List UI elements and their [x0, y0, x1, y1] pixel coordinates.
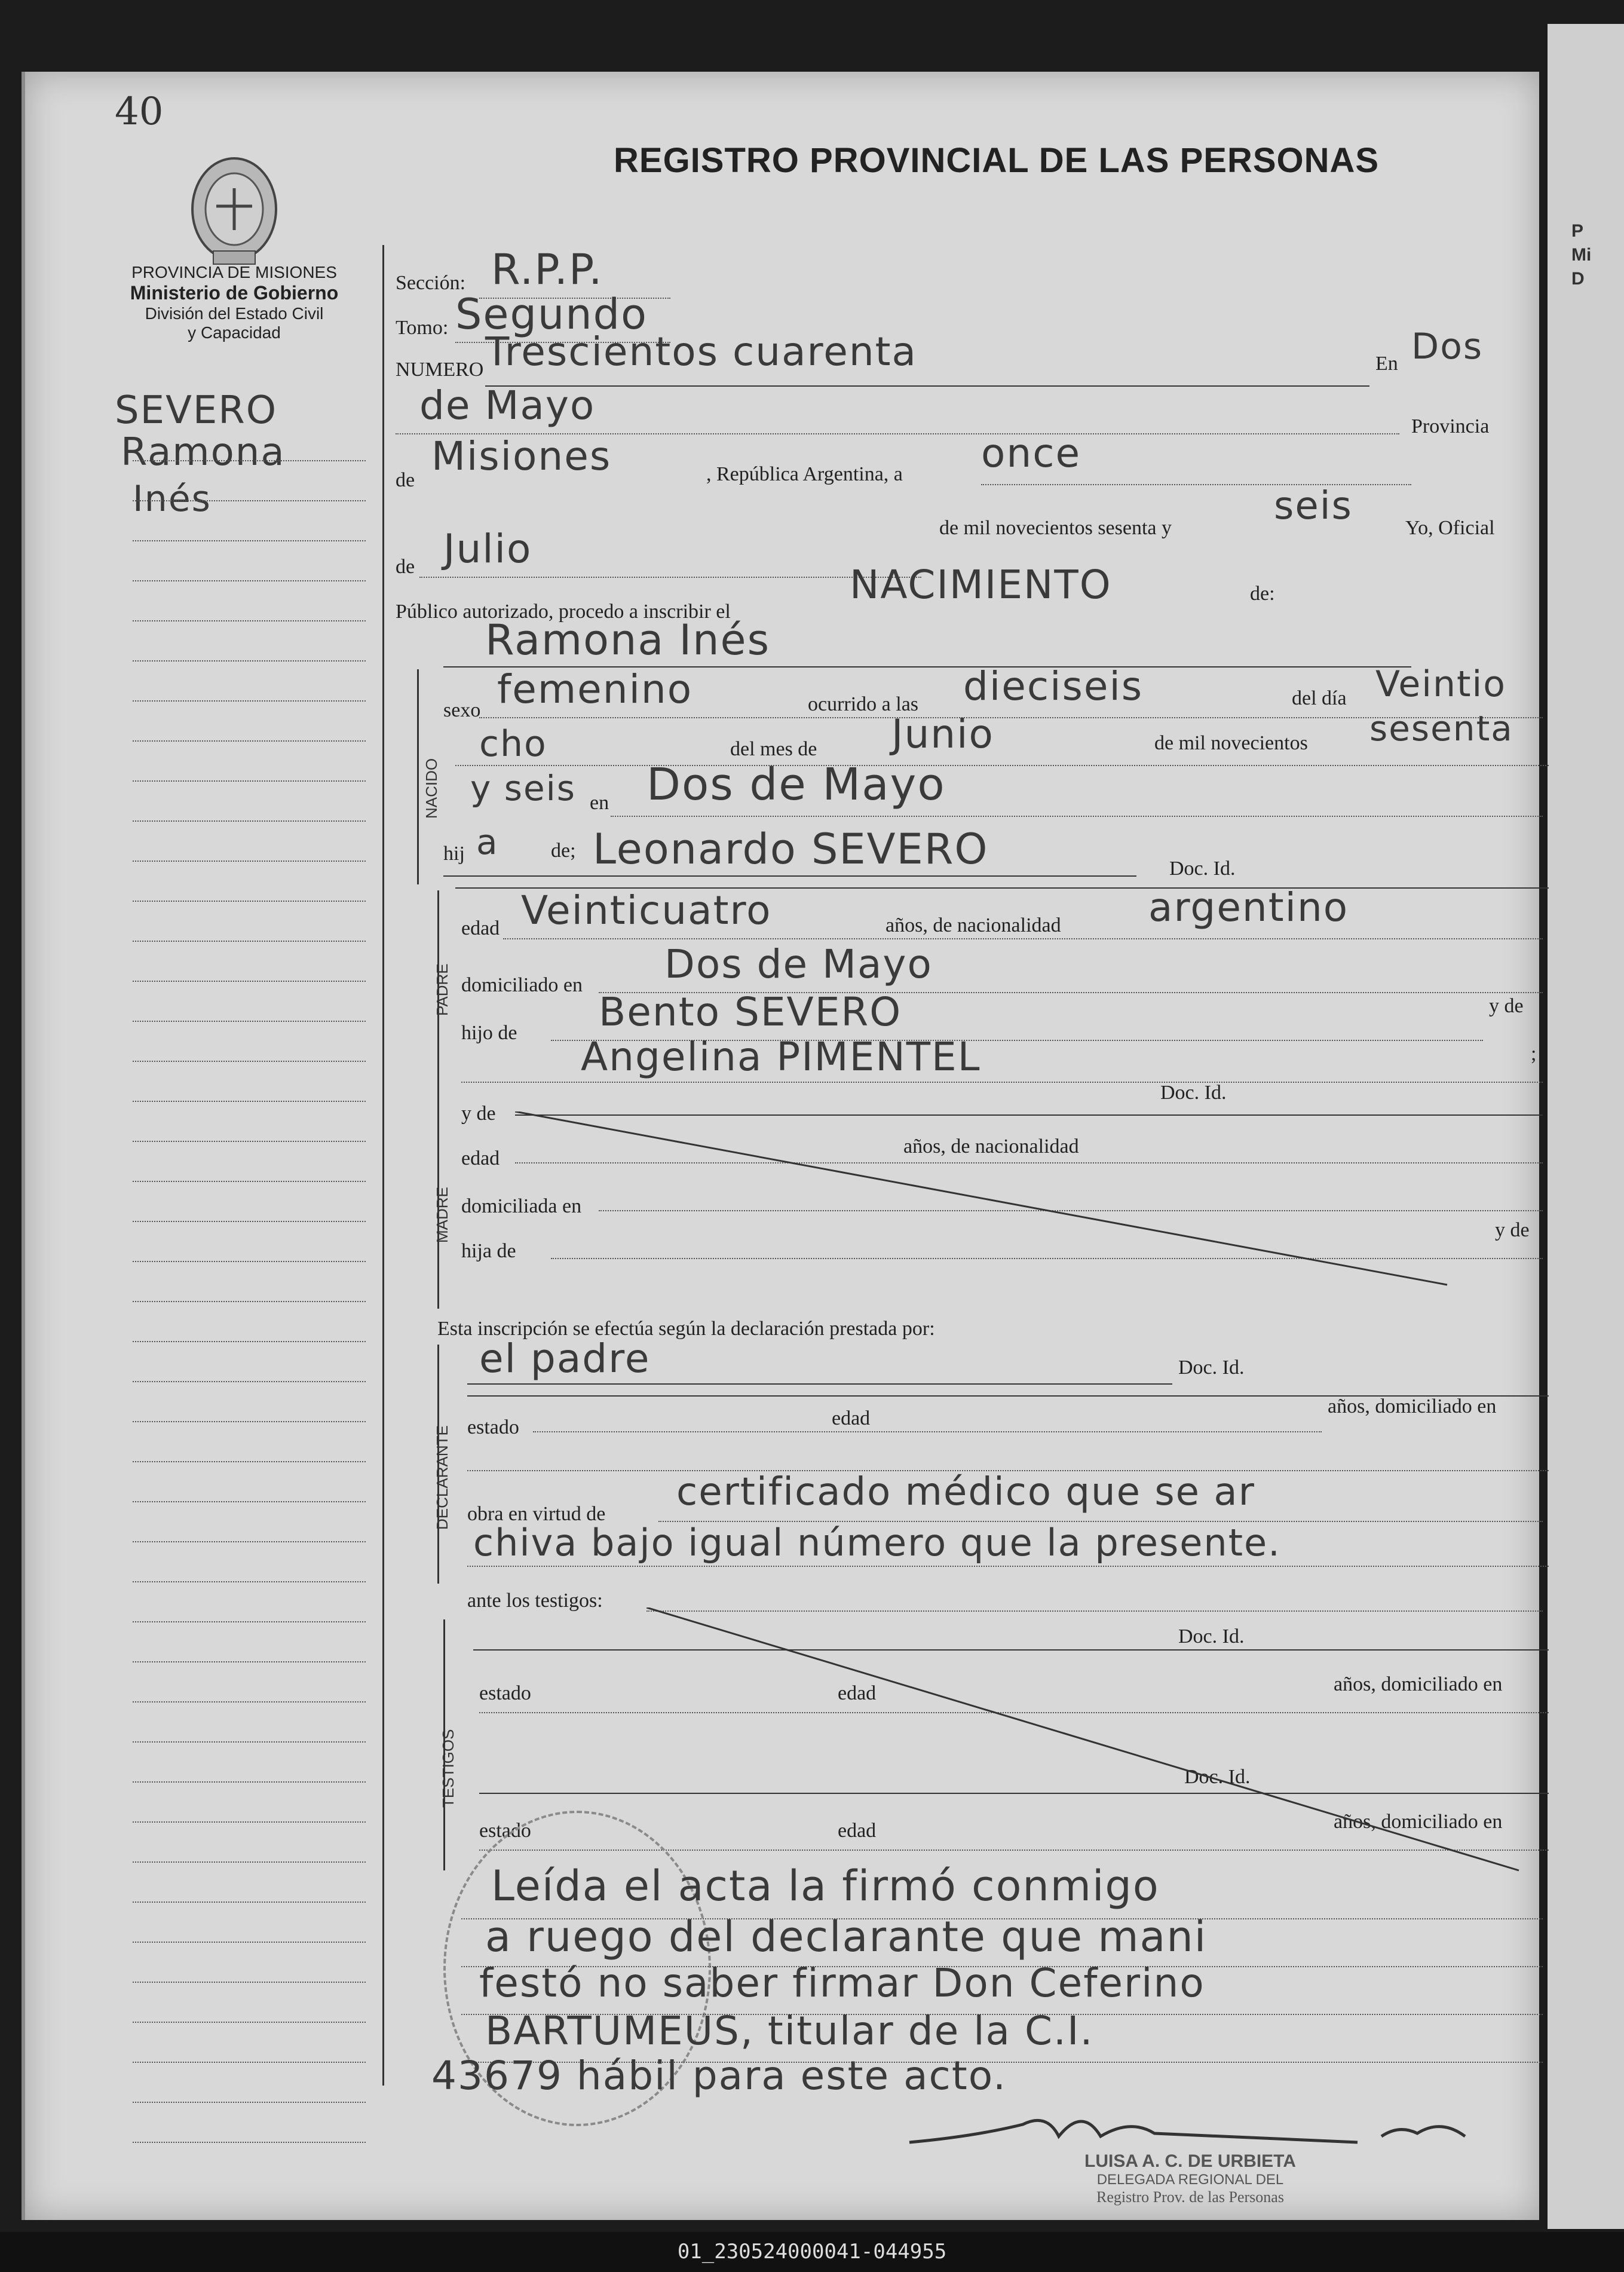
margin-second-name: Inés	[133, 478, 212, 520]
margin-rule	[133, 1581, 366, 1582]
ante-testigos-label: ante los testigos:	[467, 1590, 603, 1612]
doc-id-label-3: Doc. Id.	[1178, 1357, 1245, 1379]
margin-rule	[133, 1101, 366, 1102]
margin-rule	[133, 460, 366, 461]
division-label-2: y Capacidad	[188, 323, 281, 342]
margin-rule	[133, 1461, 366, 1462]
margin-rule	[133, 1221, 366, 1222]
rule	[533, 1431, 1322, 1432]
hija-de-label: hija de	[461, 1240, 516, 1262]
ministry-header	[115, 263, 354, 342]
margin-rule	[133, 2062, 366, 2063]
anos-domiciliado-label-3: años, domiciliado en	[1334, 1811, 1503, 1833]
padre-y-de-value: Angelina PIMENTEL	[581, 1034, 981, 1080]
margin-rule	[133, 1661, 366, 1662]
cierre-line-2: a ruego del declarante que mani	[485, 1912, 1208, 1961]
margin-rule	[133, 1021, 366, 1022]
rule	[461, 1082, 1543, 1083]
margin-rule	[133, 1902, 366, 1903]
adjacent-page-text: P	[1571, 221, 1584, 241]
cierre-line-3: festó no saber firmar Don Ceferino	[479, 1960, 1205, 2006]
edad-label-2: edad	[461, 1147, 500, 1169]
rule	[419, 577, 921, 578]
margin-divider	[382, 245, 384, 2086]
margin-rule	[133, 1781, 366, 1783]
seccion-value: R.P.P.	[491, 245, 603, 294]
margin-rule	[133, 941, 366, 942]
rule	[611, 816, 1543, 817]
signatory-name: LUISA A. C. DE URBIETA	[1084, 2151, 1296, 2171]
margin-rule	[133, 2142, 366, 2143]
obra-label: obra en virtud de	[467, 1503, 606, 1525]
de-mayo-value: de Mayo	[419, 382, 596, 428]
estado-label-3: estado	[479, 1820, 531, 1842]
page-number: 40	[115, 90, 164, 134]
de-mil-label: de mil novecientos sesenta y	[939, 517, 1172, 539]
anio-value-1: sesenta	[1369, 708, 1513, 749]
doc-id-label-2: Doc. Id.	[1160, 1082, 1227, 1104]
padre-hijo-de-value: Bento SEVERO	[599, 989, 902, 1035]
image-id-footer: 01_230524000041-044955	[0, 2232, 1624, 2272]
y-de-label: y de	[1489, 995, 1524, 1017]
nombre-value: Ramona Inés	[485, 616, 771, 665]
ocurrido-label: ocurrido a las	[808, 693, 919, 715]
padre-nacionalidad-value: argentino	[1148, 884, 1349, 930]
hijo-de-label: hijo de	[461, 1022, 517, 1044]
semicolon-label: ;	[1531, 1043, 1537, 1065]
dia-value-2: cho	[479, 723, 547, 765]
numero-value: Trescientos cuarenta	[485, 329, 917, 375]
margin-rule	[133, 1821, 366, 1823]
del-dia-label: del día	[1292, 687, 1347, 709]
hora-value: dieciseis	[963, 663, 1144, 709]
margin-rule	[133, 660, 366, 662]
margin-rule	[133, 700, 366, 702]
page-title: REGISTRO PROVINCIAL DE LAS PERSONAS	[614, 141, 1380, 180]
anos-domiciliado-label-2: años, domiciliado en	[1334, 1673, 1503, 1695]
de-colon-label: de:	[1250, 583, 1275, 605]
margin-rule	[133, 901, 366, 902]
adjacent-page	[1548, 24, 1624, 2229]
margin-rule	[133, 1942, 366, 1943]
register-page	[22, 72, 1539, 2220]
anos-nacionalidad-label-2: años, de nacionalidad	[903, 1135, 1079, 1158]
domiciliada-label: domiciliada en	[461, 1195, 582, 1217]
y-de-label-2: y de	[461, 1103, 496, 1125]
margin-rule	[133, 1701, 366, 1703]
padre-nombre-value: Leonardo SEVERO	[593, 825, 989, 874]
adjacent-page-text: D	[1571, 269, 1585, 289]
ministry-label: Ministerio de Gobierno	[130, 282, 339, 304]
margin-rule	[133, 981, 366, 982]
margin-rule	[133, 580, 366, 581]
signature-block	[1005, 2151, 1375, 2206]
division-label: División del Estado Civil	[145, 304, 324, 323]
margin-rule	[133, 1301, 366, 1302]
de-label-2: de	[396, 556, 415, 578]
sexo-value: femenino	[497, 666, 693, 712]
margin-rule	[133, 780, 366, 782]
rule	[467, 1566, 1549, 1567]
margin-rule	[133, 1261, 366, 1262]
doc-id-label: Doc. Id.	[1169, 858, 1236, 880]
margin-rule	[133, 620, 366, 621]
margin-rule	[133, 740, 366, 742]
seccion-label: Sección:	[396, 272, 466, 294]
margin-rule	[133, 1541, 366, 1542]
y-de-label-3: y de	[1495, 1219, 1530, 1241]
edad-label-3: edad	[832, 1407, 871, 1429]
rule	[455, 765, 1549, 766]
signatory-role: DELEGADA REGIONAL DEL	[1096, 2172, 1284, 2188]
margin-rule	[133, 500, 366, 501]
margin-rule	[133, 1181, 366, 1182]
adjacent-page-text: Mi	[1571, 245, 1592, 265]
inscripcion-label: Esta inscripción se efectúa según la declaración prestada por:	[437, 1318, 935, 1340]
margin-rule	[133, 1741, 366, 1743]
strike-through-line-2	[646, 1607, 1525, 1876]
margin-rule	[133, 540, 366, 541]
rule	[467, 1383, 1172, 1385]
anio-acta-value: seis	[1274, 484, 1353, 528]
margin-rule	[133, 1421, 366, 1422]
sexo-label: sexo	[443, 699, 481, 721]
cierre-line-5: 43679 hábil para este acto.	[431, 2053, 1007, 2099]
padre-section-label: PADRE	[433, 963, 451, 1016]
declarante-value: el padre	[479, 1336, 651, 1382]
margin-rule	[133, 1141, 366, 1142]
en-label: En	[1375, 353, 1398, 375]
nacido-section-label: NACIDO	[422, 758, 440, 819]
margin-rule	[133, 1621, 366, 1622]
provincia-label: Provincia	[1411, 415, 1490, 437]
lugar-value: Dos de Mayo	[646, 759, 946, 810]
mes-acta-value: Julio	[443, 526, 532, 572]
estado-label-2: estado	[479, 1682, 531, 1704]
rule	[503, 938, 1543, 939]
testigos-section-label: TESTIGOS	[439, 1729, 457, 1808]
edad-label-5: edad	[838, 1820, 877, 1842]
dia-value-1: Veintio	[1375, 663, 1506, 705]
margin-rule	[133, 1341, 366, 1342]
anos-nacionalidad-label: años, de nacionalidad	[885, 914, 1061, 936]
strike-through-line	[515, 1111, 1453, 1291]
rule	[485, 385, 1369, 387]
edad-label: edad	[461, 917, 500, 939]
padre-domicilio-value: Dos de Mayo	[664, 941, 933, 987]
signatory-office: Registro Prov. de las Personas	[1096, 2188, 1284, 2206]
obra-value-1: certificado médico que se ar	[676, 1470, 1255, 1514]
hij-suffix-value: a	[476, 822, 499, 862]
en-value: Dos	[1411, 326, 1484, 368]
margin-rule	[133, 2022, 366, 2023]
margin-rule	[133, 1982, 366, 1983]
hij-label: hij	[443, 843, 465, 865]
edad-label-4: edad	[838, 1682, 877, 1704]
margin-rule	[133, 1861, 366, 1863]
provincial-crest-icon	[183, 152, 285, 272]
de-label-3: de;	[551, 840, 576, 862]
del-mes-label: del mes de	[730, 738, 817, 760]
de-label: de	[396, 469, 415, 491]
cierre-line-4: BARTUMEUS, titular de la C.I.	[485, 2008, 1094, 2054]
cierre-line-1: Leída el acta la firmó conmigo	[491, 1861, 1160, 1910]
margin-surname: SEVERO	[115, 388, 278, 433]
en-label-2: en	[590, 792, 609, 814]
inscribe-value: NACIMIENTO	[850, 562, 1112, 608]
estado-label: estado	[467, 1416, 519, 1438]
yo-oficial-label: Yo, Oficial	[1405, 517, 1495, 539]
dia-acta-value: once	[981, 430, 1081, 476]
declarante-section-label: DECLARANTE	[433, 1425, 451, 1530]
margin-first-name: Ramona	[121, 430, 286, 474]
margin-rule	[133, 1501, 366, 1502]
numero-label: NUMERO	[396, 359, 484, 381]
provincia-value: Misiones	[431, 433, 612, 479]
margin-rule	[133, 1061, 366, 1062]
margin-rule	[133, 820, 366, 822]
padre-edad-value: Veinticuatro	[521, 887, 772, 933]
publico-label: Público autorizado, procedo a inscribir el	[396, 601, 731, 623]
doc-id-label-5: Doc. Id.	[1184, 1766, 1251, 1788]
republica-label: , República Argentina, a	[706, 463, 903, 485]
doc-id-label-4: Doc. Id.	[1178, 1625, 1245, 1648]
tomo-label: Tomo:	[396, 317, 449, 339]
province-label: PROVINCIA DE MISIONES	[131, 263, 337, 281]
margin-rule	[133, 1381, 366, 1382]
de-mil-novecientos-label: de mil novecientos	[1154, 732, 1308, 754]
margin-rule	[133, 861, 366, 862]
rule	[443, 875, 1136, 877]
margin-rule	[133, 2102, 366, 2103]
anos-domiciliado-label: años, domiciliado en	[1328, 1395, 1497, 1417]
obra-value-2: chiva bajo igual número que la presente.	[473, 1521, 1281, 1564]
anio-value-2: y seis	[470, 768, 576, 809]
mes-value: Junio	[891, 711, 994, 757]
domiciliado-label: domiciliado en	[461, 974, 583, 996]
tomo-value: Segundo	[455, 290, 648, 339]
madre-section-label: MADRE	[433, 1187, 451, 1243]
